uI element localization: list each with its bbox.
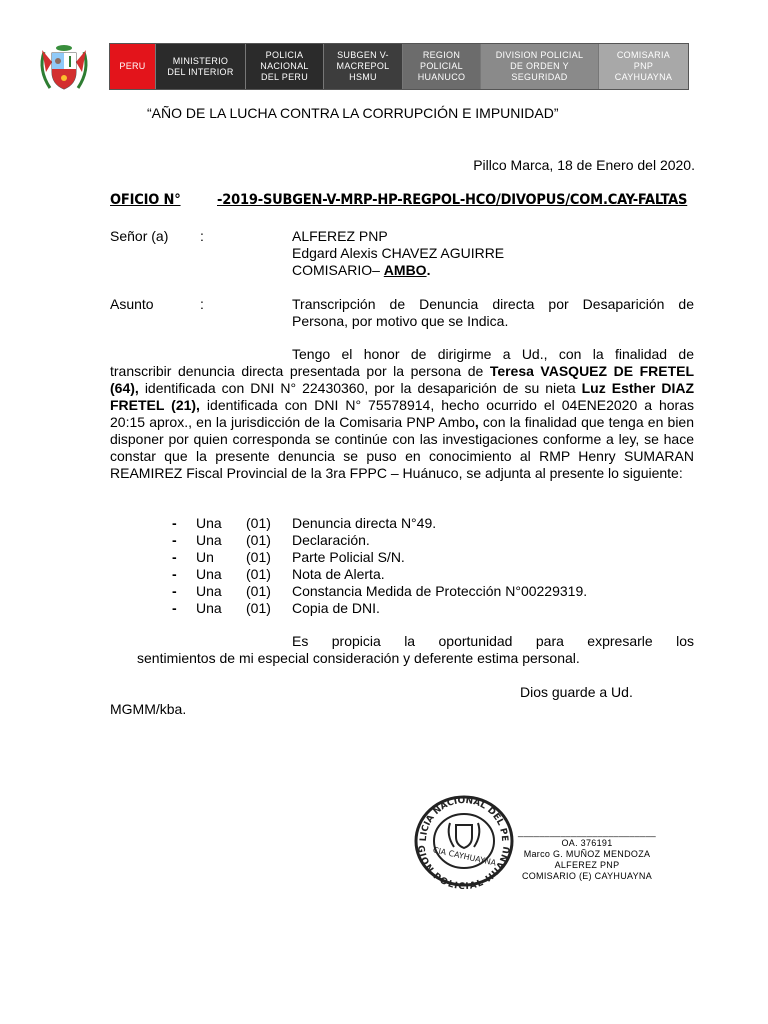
signature-role: COMISARIO (E) CAYHUAYNA xyxy=(521,871,653,881)
subject-line-2: Persona, por motivo que se Indica. xyxy=(292,313,509,329)
police-seal-stamp xyxy=(412,793,516,889)
attachment-bullet: - xyxy=(172,583,177,599)
attachment-count: (01) xyxy=(246,600,271,616)
attachment-desc: Denuncia directa N°49. xyxy=(292,515,437,531)
attachment-qty: Un xyxy=(196,549,214,565)
attachment-qty: Una xyxy=(196,532,222,548)
attachment-count: (01) xyxy=(246,532,271,548)
attachment-item xyxy=(172,532,370,549)
closing-farewell: Dios guarde a Ud. xyxy=(520,684,633,700)
recipient-role-suffix: . xyxy=(426,262,431,278)
body-text-5-comma: , xyxy=(474,414,479,430)
recipient-label: Señor (a) xyxy=(110,228,169,244)
stamp-top-text: LICIA NACIONAL DEL PE xyxy=(418,795,510,842)
attachment-count: (01) xyxy=(246,566,271,582)
coat-of-arms-logo xyxy=(36,42,92,94)
attachment-count: (01) xyxy=(246,583,271,599)
attachment-item xyxy=(172,515,436,532)
attachment-desc: Parte Policial S/N. xyxy=(292,549,405,565)
attachment-item xyxy=(172,549,405,566)
header-cell-division: DIVISION POLICIAL DE ORDEN Y SEGURIDAD xyxy=(481,44,599,89)
signature-name: Marco G. MUÑOZ MENDOZA xyxy=(523,849,651,859)
recipient-role-prefix: COMISARIO– xyxy=(292,262,384,278)
complainant-name-a: Teresa VASQUEZ DE xyxy=(489,363,634,379)
svg-text:POLICIA NACIONAL DEL PERU xyxy=(412,793,509,842)
body-text-5-end: con xyxy=(478,414,506,430)
attachment-desc: Declaración. xyxy=(292,532,370,548)
missing-person-name-b: Esther DIAZ FRETEL (21), xyxy=(110,380,695,413)
recipient-role-location: AMBO xyxy=(383,262,427,278)
attachment-bullet: - xyxy=(172,549,177,565)
body-text-8: en conocimiento al RMP Henry SUMARAN REAMIREZ Fiscal Provincial de la 3ra xyxy=(110,448,694,481)
body-text-2: transcribir denuncia directa presentada por la persona de xyxy=(110,363,484,379)
header-cell-subgen: SUBGEN V- MACREPOL HSMU xyxy=(324,44,403,89)
subject-line-1: Transcripción de Denuncia directa por Desaparición de xyxy=(292,296,694,312)
body-paragraph xyxy=(110,363,694,482)
recipient-role xyxy=(292,262,430,279)
body-text-7: investigaciones conforme a ley, se hace constar que la presente denuncia se puso xyxy=(110,431,695,464)
place-date: Pillco Marca, 18 de Enero del 2020. xyxy=(473,157,695,173)
header-cell-region: REGION POLICIAL HUANUCO xyxy=(403,44,481,89)
attachment-count: (01) xyxy=(246,515,271,531)
attachment-qty: Una xyxy=(196,566,222,582)
attachment-bullet: - xyxy=(172,566,177,582)
attachment-qty: Una xyxy=(196,515,222,531)
body-text-3: identificada con DNI N° 22430360, por la desaparición de su nieta xyxy=(138,380,582,396)
header-cell-peru: PERU xyxy=(110,44,156,89)
header-cell-policia: POLICIA NACIONAL DEL PERU xyxy=(246,44,324,89)
body-text-4: identificada con DNI N° 75578914, hecho ocurrido el xyxy=(199,397,555,413)
closing-line-2: sentimientos de mi especial consideración y deferente estima personal. xyxy=(137,650,580,666)
signature-oa: OA. 376191 xyxy=(561,838,613,848)
stamp-center-text: CIA CAYHUAYNA xyxy=(432,845,497,868)
attachment-item xyxy=(172,600,380,617)
body-text-5: 04ENE2020 a horas 20:15 aprox., en la jurisdicción de la Comisaria PNP Ambo xyxy=(110,397,695,430)
subject-label: Asunto xyxy=(110,296,154,312)
closing-line-1: Es propicia la oportunidad para expresarle los xyxy=(292,633,694,649)
attachment-bullet: - xyxy=(172,600,177,616)
stamp-bottom-text: GION POLICIAL HUANU xyxy=(414,844,513,889)
institution-header-bar xyxy=(109,43,689,90)
attachment-item xyxy=(172,566,385,583)
oficio-code: -2019-SUBGEN-V-MRP-HP-REGPOL-HCO/DIVOPUS/COM.CAY-FALTAS xyxy=(217,192,688,208)
signature-line: __________________________ xyxy=(518,827,656,837)
recipient-separator: : xyxy=(200,228,204,244)
reference-initials: MGMM/kba. xyxy=(110,701,187,717)
attachment-bullet: - xyxy=(172,515,177,531)
attachment-qty: Una xyxy=(196,583,222,599)
recipient-rank: ALFEREZ PNP xyxy=(292,228,388,244)
oficio-prefix: OFICIO N° xyxy=(110,192,181,208)
attachment-item xyxy=(172,583,587,600)
body-line-1: Tengo el honor de dirigirme a Ud., con la finalidad de xyxy=(292,346,694,362)
recipient-name: Edgard Alexis CHAVEZ AGUIRRE xyxy=(292,245,505,261)
body-text-9: FPPC – Huánuco, se adjunta al presente lo siguiente: xyxy=(349,465,683,481)
header-cell-comisaria: COMISARIA PNP CAYHUAYNA xyxy=(599,44,688,89)
missing-person-name-a: Luz xyxy=(581,380,606,396)
attachment-desc: Nota de Alerta. xyxy=(292,566,385,582)
subject-separator: : xyxy=(200,296,204,312)
attachment-qty: Una xyxy=(196,600,222,616)
attachment-bullet: - xyxy=(172,532,177,548)
complainant-name-b: FRETEL (64), xyxy=(110,363,695,396)
header-cell-ministerio: MINISTERIO DEL INTERIOR xyxy=(156,44,246,89)
attachment-count: (01) xyxy=(246,549,271,565)
year-motto: “AÑO DE LA LUCHA CONTRA LA CORRUPCIÓN E IMPUNIDAD” xyxy=(147,105,559,121)
attachment-desc: Copia de DNI. xyxy=(292,600,380,616)
body-text-6: la finalidad que tenga en bien disponer por quien corresponda se continúe con las xyxy=(110,414,695,447)
signature-rank: ALFEREZ PNP xyxy=(554,860,620,870)
attachment-desc: Constancia Medida de Protección N°00229319. xyxy=(292,583,588,599)
